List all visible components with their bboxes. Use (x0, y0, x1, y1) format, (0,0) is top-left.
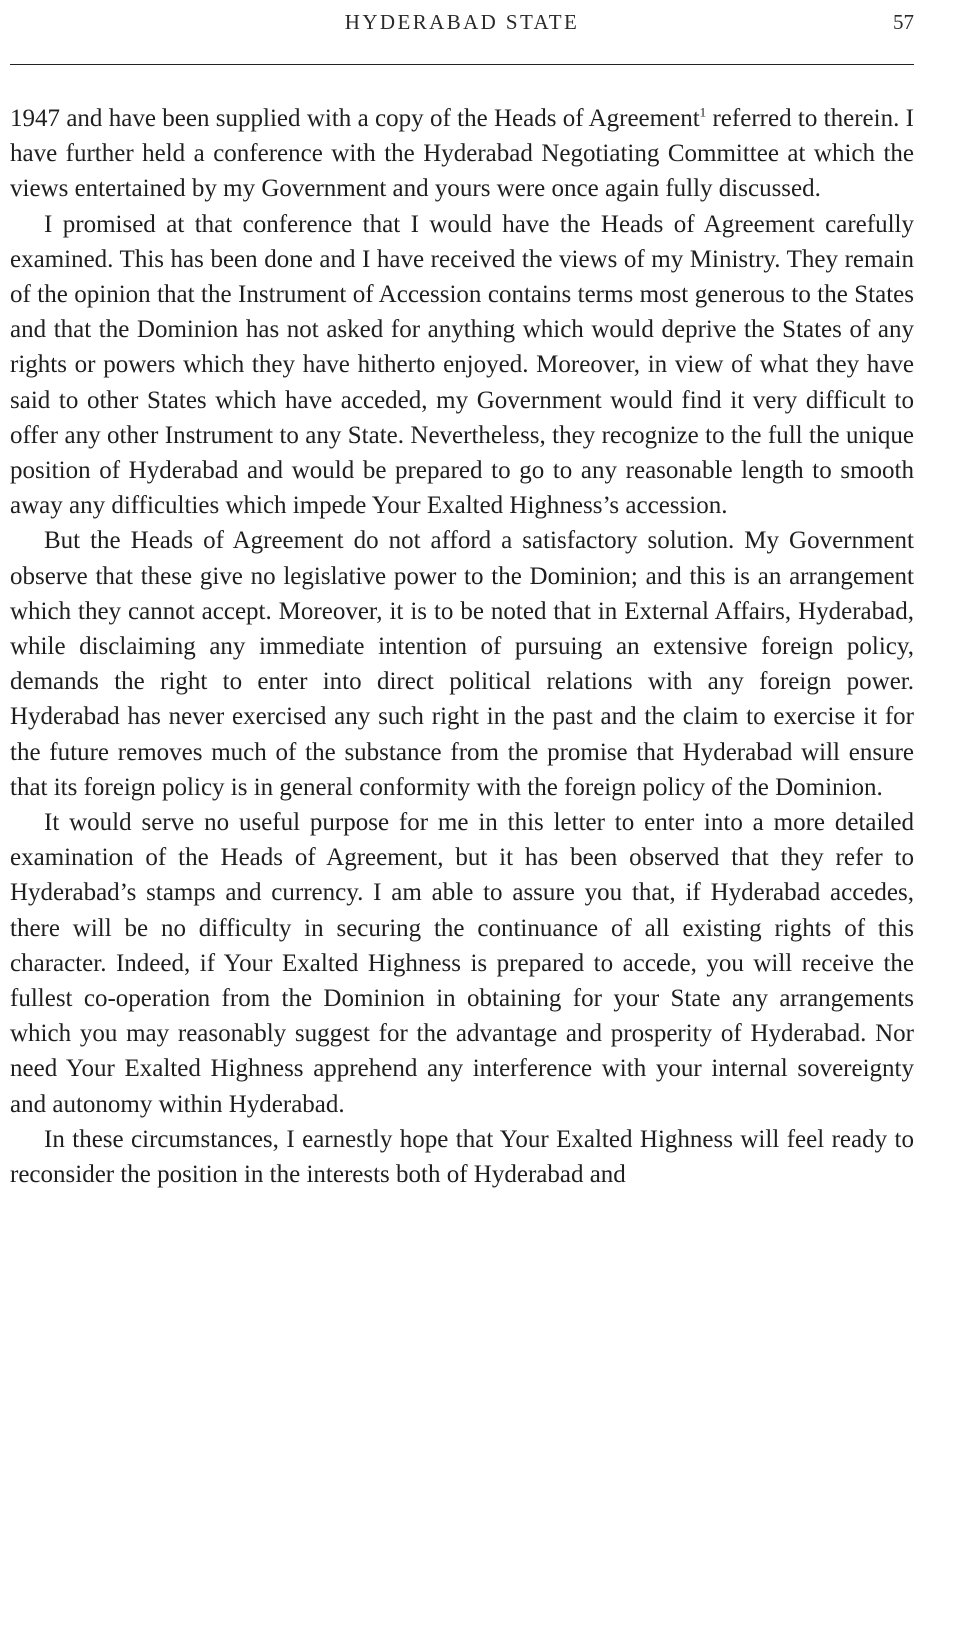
body-text (10, 101, 914, 1192)
paragraph-1 (10, 101, 914, 207)
running-header (10, 6, 914, 46)
paragraph-1-continuation: referred to therein. I have further held a conference with the Hyderabad Negotiating Committee at which the views entertained by my Government and yours were once again fully discussed. (10, 105, 914, 203)
page-number: 57 (893, 10, 914, 34)
paragraph-5: In these circumstances, I earnestly hope that Your Exalted Highness will feel ready to reconsider the position in the interests both of Hyderabad and (10, 1125, 914, 1189)
paragraph-1-text: 1947 and have been supplied with a copy of the Heads of Agreement (10, 105, 700, 132)
paragraph-4: It would serve no useful purpose for me in this letter to enter into a more detailed examination of the Heads of Agreement, but it has been observed that they refer to Hyderabad’s stamps and currency. I am able to assure you that, if Hyderabad accedes, there will be no difficulty in securing the continuance of all existing rights of this character. Indeed, if Your Exalted Highness is prepared to accede, you will receive the fullest co-operation from the Dominion in obtaining for your State any arrangements which you may reasonably suggest for the advantage and prosperity of Hyderabad. Nor need Your Exalted Highness apprehend any interference with your internal sovereignty and autonomy within Hyderabad. (10, 809, 914, 1118)
running-title: HYDERABAD STATE (344, 10, 580, 34)
footnote-marker: 1 (699, 104, 707, 120)
paragraph-2: I promised at that conference that I would have the Heads of Agreement carefully examined. This has been done and I have received the views of my Ministry. They remain of the opinion that the Instrument of Accession contains terms most generous to the States and that the Dominion has not asked for anything which would deprive the States of any rights or powers which they have hitherto enjoyed. Moreover, in view of what they have said to other States which have acceded, my Government would find it very difficult to offer any other Instrument to any State. Nevertheless, they recognize to the full the unique position of Hyderabad and would be prepared to go to any reasonable length to smooth away any difficulties which impede Your Exalted Highness’s accession. (10, 210, 914, 520)
paragraph-3: But the Heads of Agreement do not afford a satisfactory solution. My Government observe that these give no legislative power to the Dominion; and this is an arrangement which they cannot accept. Moreover, it is to be noted that in External Affairs, Hyderabad, while disclaiming any immediate intention of pursuing an extensive foreign policy, demands the right to enter into direct political relations with any foreign power. Hyderabad has never exercised any such right in the past and the claim to exercise it for the future removes much of the substance from the promise that Hyderabad will ensure that its foreign policy is in general conformity with the foreign policy of the Dominion. (10, 527, 914, 801)
header-rule (10, 64, 914, 65)
